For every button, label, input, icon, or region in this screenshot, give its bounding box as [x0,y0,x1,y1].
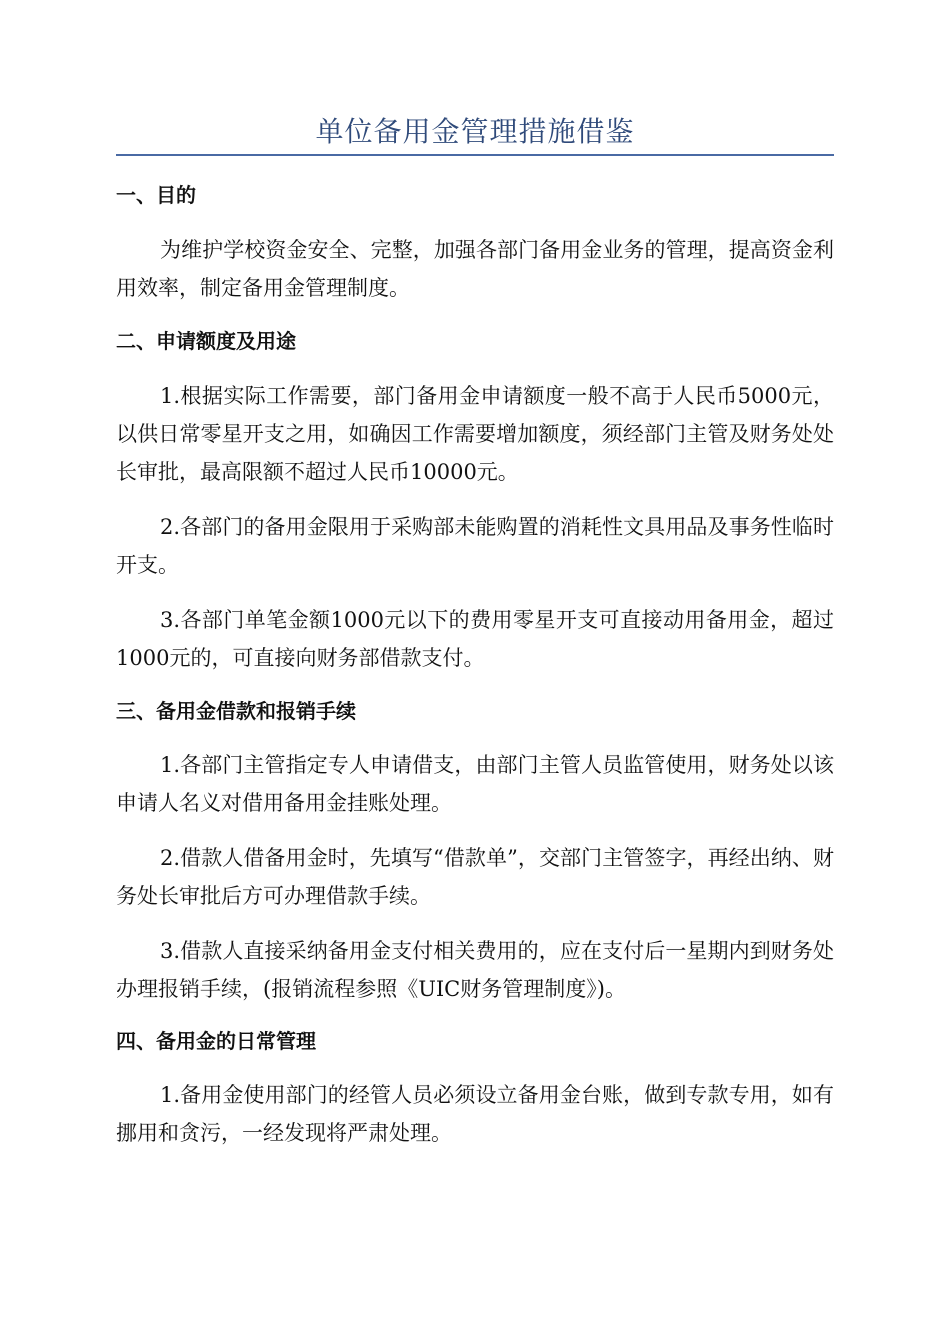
section-heading-quota-usage: 二、申请额度及用途 [116,329,296,353]
document-title: 单位备用金管理措施借鉴 [315,115,635,148]
paragraph-purpose: 为维护学校资金安全、完整，加强各部门备用金业务的管理，提高资金利用效率，制定备用金管理制度。 [116,238,834,300]
paragraph-quota-1: 1.根据实际工作需要，部门备用金申请额度一般不高于人民币5000元，以供日常零星开支之用，如确因工作需要增加额度，须经部门主管及财务处处长审批，最高限额不超过人民币10000元。 [116,384,834,484]
section-heading-borrow-reimburse: 三、备用金借款和报销手续 [116,699,356,723]
section-heading-daily-management: 四、备用金的日常管理 [116,1029,316,1053]
paragraph-borrow-2: 2.借款人借备用金时，先填写“借款单”，交部门主管签字，再经出纳、财务处长审批后方可办理借款手续。 [116,846,834,908]
paragraph-borrow-1: 1.各部门主管指定专人申请借支，由部门主管人员监管使用，财务处以该申请人名义对借用备用金挂账处理。 [116,753,834,815]
section-heading-purpose: 一、目的 [116,183,196,207]
paragraph-daily-1: 1.备用金使用部门的经管人员必须设立备用金台账，做到专款专用，如有挪用和贪污，一经发现将严肃处理。 [116,1083,834,1145]
paragraph-quota-3: 3.各部门单笔金额1000元以下的费用零星开支可直接动用备用金，超过1000元的，可直接向财务部借款支付。 [116,608,834,670]
paragraph-borrow-3: 3.借款人直接采纳备用金支付相关费用的，应在支付后一星期内到财务处办理报销手续，(报销流程参照《UIC财务管理制度》)。 [116,939,834,1001]
title-underline [116,154,834,156]
paragraph-quota-2: 2.各部门的备用金限用于采购部未能购置的消耗性文具用品及事务性临时开支。 [116,515,834,577]
